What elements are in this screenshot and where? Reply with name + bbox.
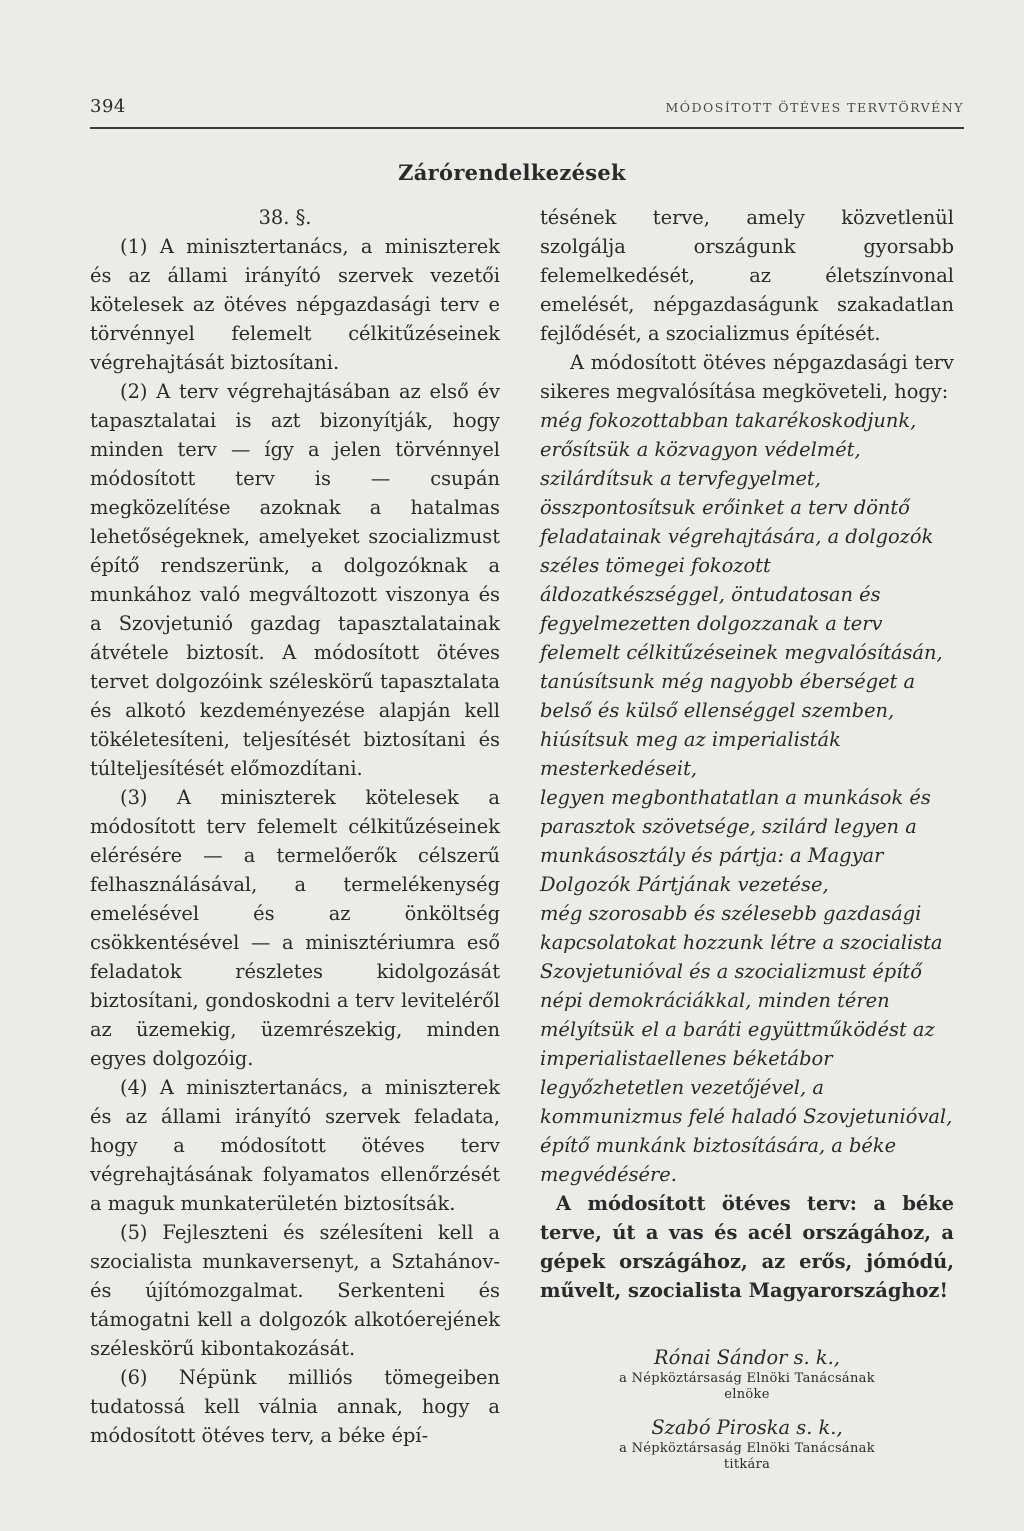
signatory-name: Szabó Piroska s. k., bbox=[651, 1416, 843, 1439]
left-column bbox=[90, 203, 500, 1450]
header-rule bbox=[90, 127, 964, 129]
signatory-role: a Népköztársaság Elnöki Tanácsának bbox=[619, 1371, 875, 1386]
running-header bbox=[90, 96, 964, 124]
signatory-role: a Népköztársaság Elnöki Tanácsának bbox=[619, 1441, 875, 1456]
paragraph-intro: A módosított ötéves népgazdasági terv sikeres megvalósítása megköveteli, hogy: bbox=[540, 351, 954, 403]
exhortation-list bbox=[540, 406, 954, 1189]
exhortation-item: legyen megbonthatatlan a munkások és parasztok szövetsége, szilárd legyen a munkásosztály és pártja: a Magyar Dolgozók Pártjának vezetése, bbox=[540, 786, 931, 896]
article-number: 38. §. bbox=[258, 206, 312, 229]
signatory-title: titkára bbox=[723, 1457, 771, 1472]
paragraph-4: (4) A minisztertanács, a miniszterek és az állami irányító szervek feladata, hogy a módosított ötéves terv végrehajtásának folyamatos ellenőrzését a maguk munkaterületén biztosítsák. bbox=[90, 1076, 500, 1215]
signatory-title: elnöke bbox=[724, 1387, 770, 1402]
running-title: MÓDOSÍTOTT ÖTÉVES TERVTÖRVÉNY bbox=[665, 100, 964, 115]
right-column bbox=[540, 203, 954, 1305]
exhortation-item: tanúsítsunk még nagyobb éberséget a belső és külső ellenséggel szemben, hiúsítsuk meg az imperialisták mesterkedéseit, bbox=[540, 670, 916, 780]
paragraph-5: (5) Fejleszteni és szélesíteni kell a szocialista munkaversenyt, a Sztahánov- és újítómozgalmat. Serkenteni és támogatni kell a dolgozók alkotóerejének széleskörű kibontakozását. bbox=[90, 1221, 500, 1360]
section-title: Zárórendelkezések bbox=[398, 160, 626, 185]
paragraph-2: (2) A terv végrehajtásában az első év tapasztalatai is azt bizonyítják, hogy minden terv — így a jelen törvénnyel módosított terv is — csupán megközelítése azoknak a hatalmas lehetőségeknek, amelyeket szocializmust építő rendszerünk, a dolgozóknak a munkához való megváltozott viszonya és a Szovjetunió gazdag tapasztalatainak átvétele biztosít. A módosított ötéves tervet dolgozóink széleskörű tapasztalata és alkotó kezdeményezése alapján kell tökéletesíteni, teljesítését biztosítani és túlteljesítését előmozdítani. bbox=[90, 380, 500, 780]
exhortation-item: még fokozottabban takarékoskodjunk, erősítsük a közvagyon védelmét, szilárdítsuk a tervfegyelmet, összpontosítsuk erőinket a terv döntő feladatainak végrehajtására, a dolgozók széles tömegei fokozott áldozatkészséggel, öntudatosan és fegyelmezetten dolgozzanak a terv felemelt célkitűzéseinek megvalósításán, bbox=[540, 409, 943, 664]
signature-president bbox=[540, 1345, 954, 1403]
paragraph-6: (6) Népünk milliós tömegeiben tudatossá kell válnia annak, hogy a módosított ötéves terv, a béke épí- bbox=[90, 1366, 500, 1447]
paragraph-continuation: tésének terve, amely közvetlenül szolgálja országunk gyorsabb felemelkedését, az életszínvonal emelését, népgazdaságunk szakadatlan fejlődését, a szocializmus építését. bbox=[540, 206, 954, 345]
paragraph-1: (1) A minisztertanács, a miniszterek és az állami irányító szervek vezetői kötelesek az ötéves népgazdasági terv e törvénnyel felemelt célkitűzéseinek végrehajtását biztosítani. bbox=[90, 235, 500, 374]
paragraph-3: (3) A miniszterek kötelesek a módosított terv felemelt célkitűzéseinek elérésére — a termelőerők célszerű felhasználásával, a termelékenység emelésével és az önköltség csökkentésével — a minisztériumra eső feladatok részletes kidolgozását biztosítani, gondoskodni a terv leviteléről az üzemekig, üzemrészekig, minden egyes dolgozóig. bbox=[90, 786, 500, 1070]
signature-secretary bbox=[540, 1415, 954, 1473]
closing-slogan: A módosított ötéves terv: a béke terve, út a vas és acél országához, a gépek országához, az erős, jómódú, művelt, szocialista Magyarországhoz! bbox=[540, 1192, 954, 1302]
page-number: 394 bbox=[90, 96, 126, 117]
exhortation-item: még szorosabb és szélesebb gazdasági kapcsolatokat hozzunk létre a szocialista Szovjetunióval és a szocializmust építő népi demokráciákkal, minden téren mélyítsük el a baráti együttműködést az imperialistaellenes béketábor legyőzhetetlen vezetőjével, a kommunizmus felé haladó Szovjetunióval, építő munkánk biztosítására, a béke megvédésére. bbox=[540, 902, 953, 1186]
signatory-name: Rónai Sándor s. k., bbox=[654, 1346, 840, 1369]
